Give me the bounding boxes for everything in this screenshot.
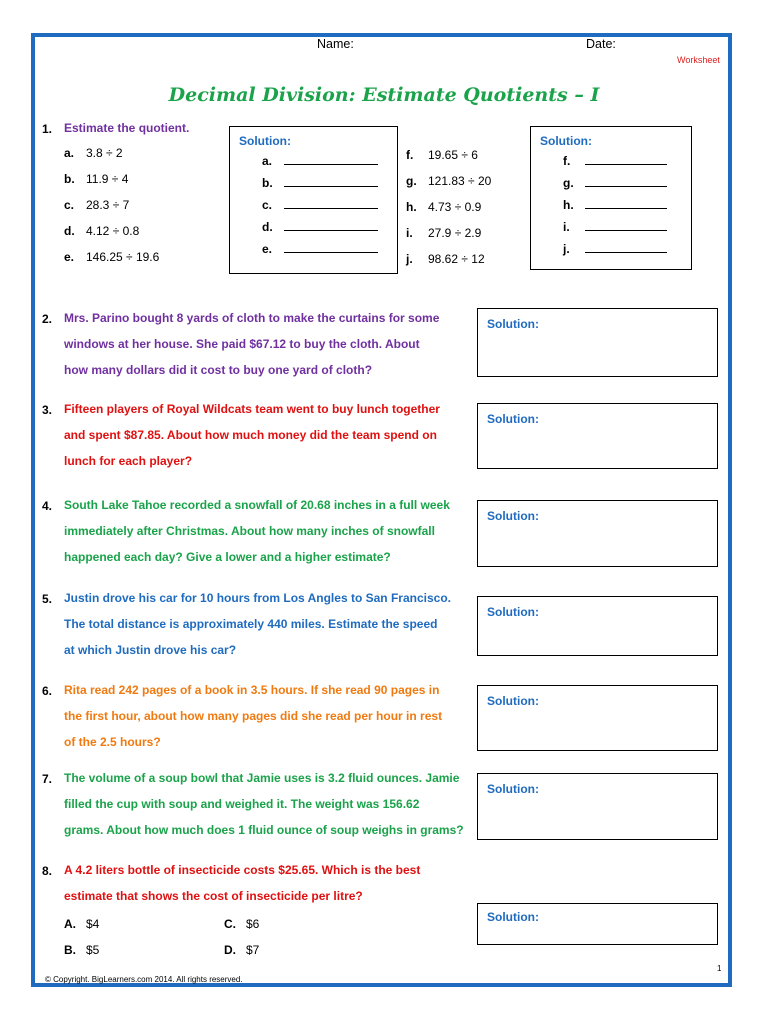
q6-number: 6. — [42, 684, 53, 698]
blank-f[interactable]: f. — [563, 153, 667, 175]
q1-item-j: j. 98.62 ÷ 12 — [406, 252, 485, 266]
q7-text: The volume of a soup bowl that Jamie uses is 3.2 fluid ounces. Jamie filled the cup with soup and weighed it. The weight was 156.62 grams. About how much does 1 fluid ounce of soup weighs in grams? — [64, 771, 464, 837]
q1-solution-box-left[interactable] — [229, 126, 398, 274]
q1-item-b: b. 11.9 ÷ 4 — [64, 172, 129, 186]
q8-number: 8. — [42, 864, 53, 878]
blank-h[interactable]: h. — [563, 197, 667, 219]
blank-i[interactable]: i. — [563, 219, 667, 241]
q1-items-right — [406, 148, 491, 278]
q1-number: 1. — [42, 122, 53, 136]
q1-prompt: Estimate the quotient. — [64, 121, 190, 135]
q4-text: South Lake Tahoe recorded a snowfall of 20.68 inches in a full week immediately after Christmas. About how many inches of snowfall happened each day? Give a lower and a higher estimate? — [64, 498, 450, 564]
q2-solution-box[interactable] — [477, 308, 718, 377]
q2-text: Mrs. Parino bought 8 yards of cloth to make the curtains for some windows at her house. She paid $67.12 to buy the cloth. About how many dollars did it cost to buy one yard of cloth? — [64, 311, 440, 377]
worksheet-tag: Worksheet — [677, 55, 720, 65]
blank-a[interactable]: a. — [262, 153, 378, 175]
q8-choice-b[interactable]: B. $5 — [64, 943, 100, 957]
solution-label: Solution: — [239, 134, 291, 148]
solution-label: Solution: — [487, 782, 539, 796]
solution-label: Solution: — [540, 134, 592, 148]
q1-items-left — [64, 146, 159, 276]
q1-item-c: c. 28.3 ÷ 7 — [64, 198, 130, 212]
solution-label: Solution: — [487, 605, 539, 619]
blank-g[interactable]: g. — [563, 175, 667, 197]
solution-label: Solution: — [487, 509, 539, 523]
q1-item-d: d. 4.12 ÷ 0.8 — [64, 224, 140, 238]
name-label: Name: — [317, 37, 354, 51]
blank-e[interactable]: e. — [262, 241, 378, 263]
solution-label: Solution: — [487, 317, 539, 331]
q5-text: Justin drove his car for 10 hours from Los Angles to San Francisco. The total distance is approximately 440 miles. Estimate the speed at which Justin drove his car? — [64, 591, 451, 657]
copyright: © Copyright. BigLearners.com 2014. All rights reserved. — [45, 975, 243, 984]
page-title: Decimal Division: Estimate Quotients – I — [168, 84, 600, 106]
q7-number: 7. — [42, 772, 53, 786]
q4-number: 4. — [42, 499, 53, 513]
q8-solution-box[interactable] — [477, 903, 718, 945]
page-number: 1 — [717, 964, 722, 973]
q7-solution-box[interactable] — [477, 773, 718, 840]
q3-text: Fifteen players of Royal Wildcats team went to buy lunch together and spent $87.85. About how much money did the team spend on lunch for each player? — [64, 402, 440, 468]
q1-item-g: g. 121.83 ÷ 20 — [406, 174, 492, 188]
q5-number: 5. — [42, 592, 53, 606]
q1-item-h: h. 4.73 ÷ 0.9 — [406, 200, 482, 214]
q8-choice-a[interactable]: A. $4 — [64, 917, 100, 931]
solution-label: Solution: — [487, 694, 539, 708]
solution-label: Solution: — [487, 910, 539, 924]
blank-j[interactable]: j. — [563, 241, 667, 263]
q1-item-f: f. 19.65 ÷ 6 — [406, 148, 478, 162]
q8-text: A 4.2 liters bottle of insecticide costs $25.65. Which is the best estimate that shows the cost of insecticide per litre? — [64, 863, 421, 903]
blank-b[interactable]: b. — [262, 175, 378, 197]
date-label: Date: — [586, 37, 616, 51]
q8-choice-d[interactable]: D. $7 — [224, 943, 260, 957]
blank-d[interactable]: d. — [262, 219, 378, 241]
q1-blanks-left — [262, 153, 378, 263]
q1-item-e: e. 146.25 ÷ 19.6 — [64, 250, 160, 264]
q1-item-i: i. 27.9 ÷ 2.9 — [406, 226, 482, 240]
q6-text: Rita read 242 pages of a book in 3.5 hours. If she read 90 pages in the first hour, about how many pages did she read per hour in rest of the 2.5 hours? — [64, 683, 443, 749]
q3-number: 3. — [42, 403, 53, 417]
q4-solution-box[interactable] — [477, 500, 718, 567]
q5-solution-box[interactable] — [477, 596, 718, 656]
q8-choice-c[interactable]: C. $6 — [224, 917, 260, 931]
q3-solution-box[interactable] — [477, 403, 718, 469]
q2-number: 2. — [42, 312, 53, 326]
q1-item-a: a. 3.8 ÷ 2 — [64, 146, 123, 160]
q1-blanks-right — [563, 153, 667, 263]
solution-label: Solution: — [487, 412, 539, 426]
blank-c[interactable]: c. — [262, 197, 378, 219]
q6-solution-box[interactable] — [477, 685, 718, 751]
q1-solution-box-right[interactable] — [530, 126, 692, 270]
